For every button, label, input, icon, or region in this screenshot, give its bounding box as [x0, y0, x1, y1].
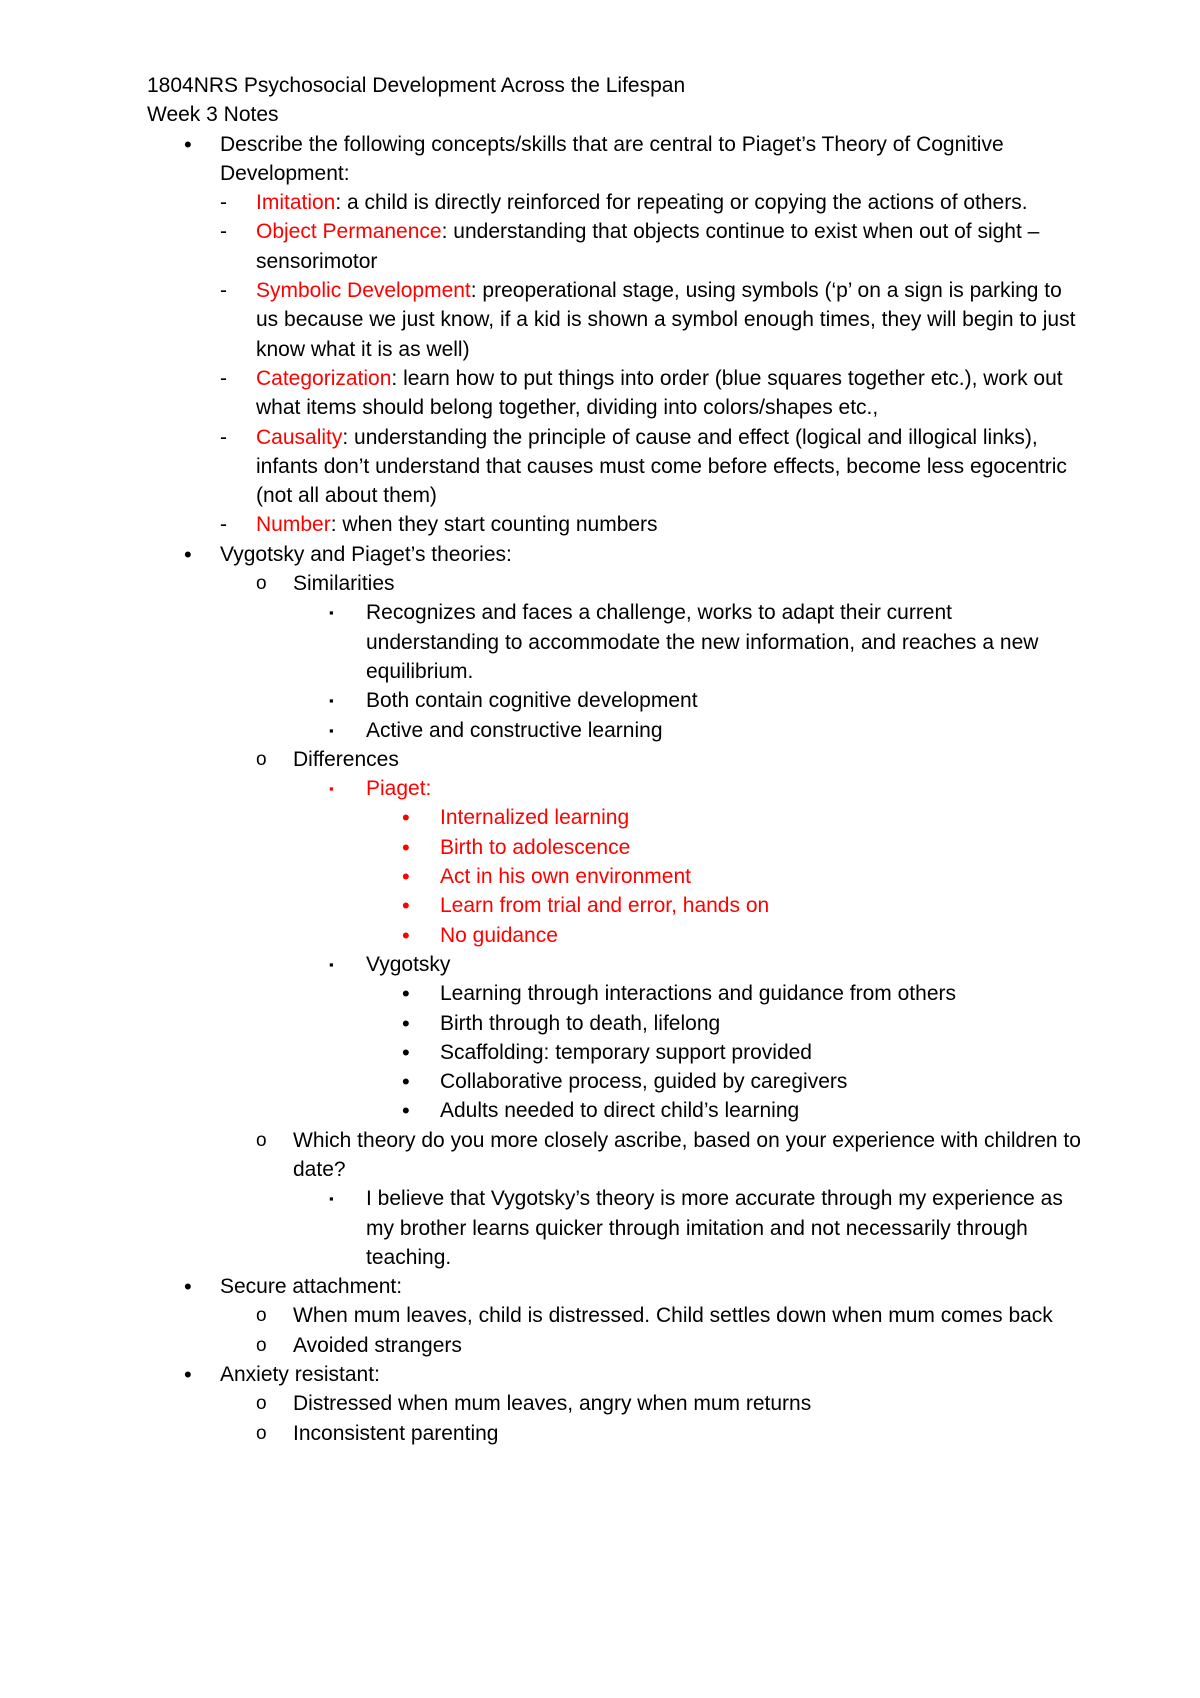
secure-attachment-text: Avoided strangers [293, 1333, 462, 1357]
similarity-item [147, 686, 1087, 715]
concept-term: Imitation [256, 191, 336, 215]
piaget-difference-item [147, 891, 1087, 920]
concept-term: Causality [256, 425, 343, 449]
list-item-anxiety-resistant [147, 1360, 1087, 1389]
theories-heading: Vygotsky and Piaget’s theories: [220, 542, 512, 566]
theory-question: Which theory do you more closely ascribe, based on your experience with children to date? [293, 1128, 1081, 1181]
list-item-piaget-differences [147, 774, 1087, 803]
piaget-difference-item [147, 833, 1087, 862]
vygotsky-difference-text: Learning through interactions and guidance from others [440, 982, 956, 1006]
list-item-vygotsky-differences [147, 950, 1087, 979]
circle-bullet-icon: o [256, 573, 267, 595]
circle-bullet-icon: o [256, 748, 267, 770]
list-item-similarities [147, 569, 1087, 598]
concept-description: : when they start counting numbers [330, 513, 658, 537]
piaget-label: Piaget: [366, 777, 432, 801]
anxiety-resistant-heading: Anxiety resistant: [220, 1363, 380, 1387]
vygotsky-difference-item [147, 979, 1087, 1008]
anxiety-resistant-text: Distressed when mum leaves, angry when mum returns [293, 1392, 812, 1416]
vygotsky-difference-text: Scaffolding: temporary support provided [440, 1040, 812, 1064]
list-item-secure-attachment [147, 1272, 1087, 1301]
vygotsky-difference-item [147, 1038, 1087, 1067]
list-item-theories [147, 540, 1087, 569]
dash-bullet-icon: - [220, 220, 227, 244]
vygotsky-difference-text: Adults needed to direct child’s learning [440, 1099, 800, 1123]
list-item-piaget-concepts [147, 130, 1087, 189]
disc-bullet-icon: • [402, 981, 410, 1007]
disc-bullet-icon: • [402, 922, 410, 948]
circle-bullet-icon: o [256, 1393, 267, 1415]
vygotsky-difference-item [147, 1067, 1087, 1096]
notes-body [147, 71, 1087, 1448]
dash-bullet-icon: - [220, 366, 227, 390]
disc-bullet-icon: • [402, 805, 410, 831]
vygotsky-difference-item [147, 1009, 1087, 1038]
concept-description: : preoperational stage, using symbols (‘p’ on a sign is parking to us because we just know, if a kid is shown a symbol enough times, they will begin to just know what it is as well) [256, 279, 1076, 361]
similarities-label: Similarities [293, 572, 395, 596]
dash-bullet-icon: - [220, 279, 227, 303]
piaget-concepts-intro: Describe the following concepts/skills that are central to Piaget’s Theory of Cognitive Development: [220, 132, 1004, 185]
square-bullet-icon: ▪ [329, 693, 334, 709]
similarity-text: Both contain cognitive development [366, 689, 698, 713]
differences-label: Differences [293, 747, 399, 771]
disc-bullet-icon: • [402, 1098, 410, 1124]
disc-bullet-icon: • [402, 834, 410, 860]
secure-attachment-item [147, 1331, 1087, 1360]
concept-term: Object Permanence [256, 220, 442, 244]
vygotsky-label: Vygotsky [366, 952, 451, 976]
piaget-difference-item [147, 921, 1087, 950]
concept-term: Symbolic Development [256, 279, 471, 303]
square-bullet-icon: ▪ [329, 956, 334, 972]
vygotsky-difference-text: Collaborative process, guided by caregivers [440, 1070, 848, 1094]
disc-bullet-icon: • [184, 131, 192, 157]
theory-answer: I believe that Vygotsky’s theory is more accurate through my experience as my brother learns quicker through imitation and not necessarily through teaching. [366, 1187, 1063, 1269]
circle-bullet-icon: o [256, 1334, 267, 1356]
circle-bullet-icon: o [256, 1129, 267, 1151]
concept-term: Categorization [256, 366, 392, 390]
square-bullet-icon: ▪ [329, 605, 334, 621]
concept-description: : understanding that objects continue to exist when out of sight – sensorimotor [256, 220, 1040, 273]
disc-bullet-icon: • [402, 1010, 410, 1036]
piaget-difference-text: Birth to adolescence [440, 835, 631, 859]
disc-bullet-icon: • [184, 1274, 192, 1300]
dash-bullet-icon: - [220, 191, 227, 215]
square-bullet-icon: ▪ [329, 781, 334, 797]
circle-bullet-icon: o [256, 1422, 267, 1444]
piaget-difference-text: Internalized learning [440, 806, 630, 830]
list-item-theory-question [147, 1126, 1087, 1185]
square-bullet-icon: ▪ [329, 722, 334, 738]
theory-answer-item [147, 1184, 1087, 1272]
square-bullet-icon: ▪ [329, 1191, 334, 1207]
concept-item-categorization [147, 364, 1087, 423]
concept-item-number [147, 510, 1087, 539]
similarity-item [147, 716, 1087, 745]
piaget-difference-text: Act in his own environment [440, 865, 691, 889]
concept-item-causality [147, 423, 1087, 511]
anxiety-resistant-item [147, 1419, 1087, 1448]
disc-bullet-icon: • [402, 1039, 410, 1065]
secure-attachment-text: When mum leaves, child is distressed. Child settles down when mum comes back [293, 1304, 1053, 1328]
concept-description: : learn how to put things into order (blue squares together etc.), work out what items should belong together, dividing into colors/shapes etc., [256, 366, 1063, 420]
piaget-difference-item [147, 803, 1087, 832]
concept-term: Number [256, 513, 331, 537]
week-subtitle: Week 3 Notes [147, 103, 279, 127]
piaget-difference-text: No guidance [440, 923, 558, 947]
concept-description: : a child is directly reinforced for repeating or copying the actions of others. [335, 191, 1028, 215]
dash-bullet-icon: - [220, 425, 227, 449]
anxiety-resistant-text: Inconsistent parenting [293, 1421, 499, 1445]
dash-bullet-icon: - [220, 513, 227, 537]
disc-bullet-icon: • [402, 1069, 410, 1095]
concept-item-object-permanence [147, 217, 1087, 276]
disc-bullet-icon: • [184, 541, 192, 567]
secure-attachment-heading: Secure attachment: [220, 1275, 403, 1299]
list-item-differences [147, 745, 1087, 774]
vygotsky-difference-item [147, 1096, 1087, 1125]
piaget-difference-text: Learn from trial and error, hands on [440, 894, 770, 918]
vygotsky-difference-text: Birth through to death, lifelong [440, 1011, 721, 1035]
similarity-text: Active and constructive learning [366, 718, 663, 742]
course-title: 1804NRS Psychosocial Development Across the Lifespan [147, 74, 686, 97]
similarity-item [147, 598, 1087, 686]
piaget-difference-item [147, 862, 1087, 891]
similarity-text: Recognizes and faces a challenge, works to adapt their current understanding to accommodate the new information, and reaches a new equilibrium. [366, 601, 1039, 683]
concept-description: : understanding the principle of cause and effect (logical and illogical links), infants don’t understand that causes must come before effects, become less egocentric (not all about them) [256, 425, 1067, 508]
concept-item-imitation [147, 188, 1087, 217]
circle-bullet-icon: o [256, 1305, 267, 1327]
disc-bullet-icon: • [402, 893, 410, 919]
disc-bullet-icon: • [402, 864, 410, 890]
disc-bullet-icon: • [184, 1362, 192, 1388]
anxiety-resistant-item [147, 1389, 1087, 1418]
concept-item-symbolic-development [147, 276, 1087, 364]
secure-attachment-item [147, 1301, 1087, 1330]
